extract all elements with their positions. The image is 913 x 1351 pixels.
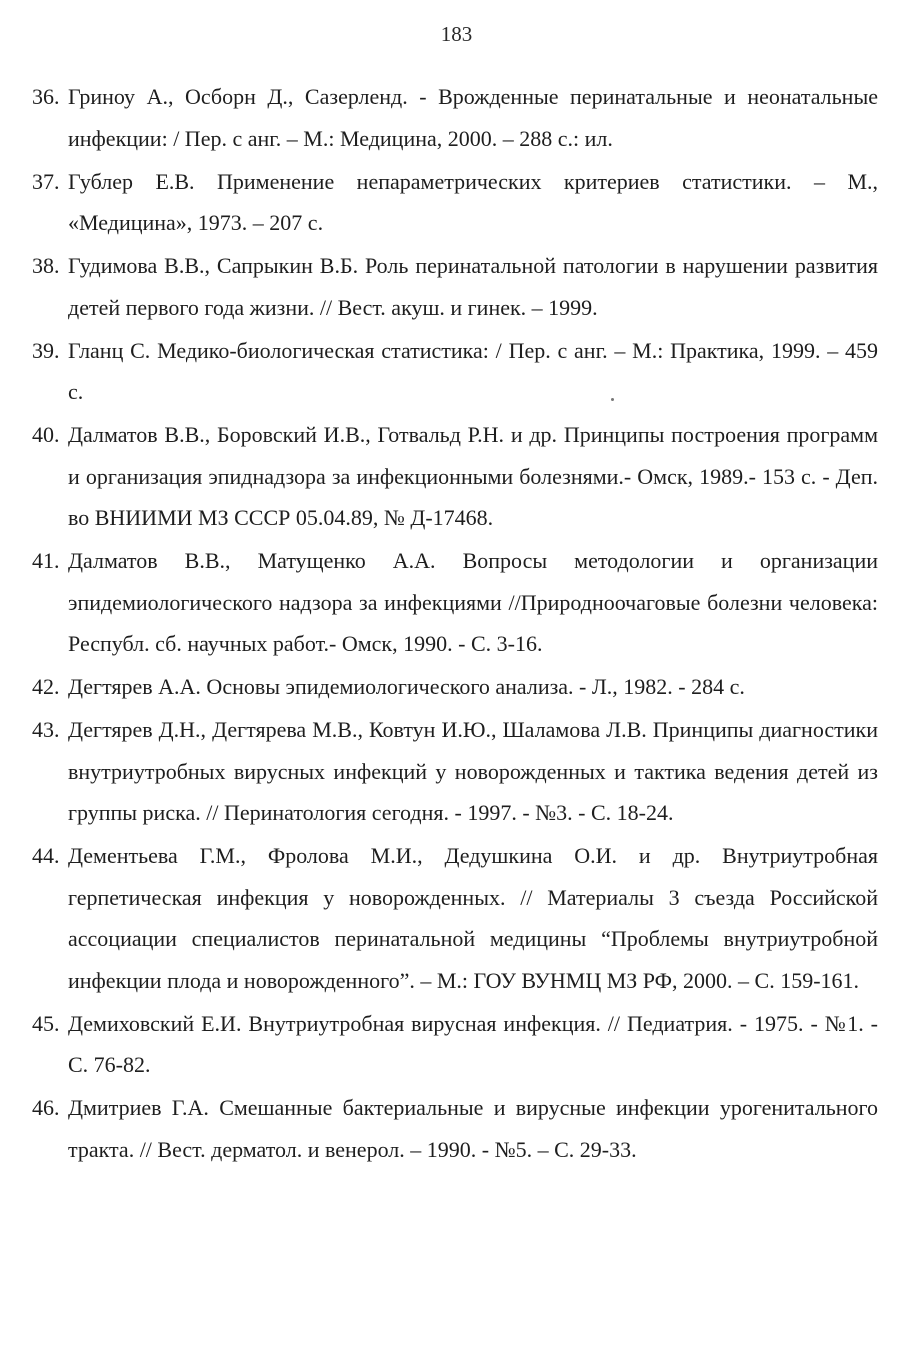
reference-text: Дементьева Г.М., Фролова М.И., Дедушкина О.И. и др. Внутриутробная герпетическая инфекция у новорожденных. // Материалы 3 съезда Российской ассоциации специалистов перинатальной медицины “Проблемы внутриутробной инфекции плода и новорожденного”. – М.: ГОУ ВУНМЦ МЗ РФ, 2000. – С. 159-161. [68, 843, 878, 993]
reference-item [32, 76, 878, 159]
reference-text: Далматов В.В., Боровский И.В., Готвальд Р.Н. и др. Принципы построения программ и организация эпиднадзора за инфекционными болезнями.- Омск, 1989.- 153 с. - Деп. во ВНИИМИ МЗ СССР 05.04.89, № Д-17468. [68, 422, 878, 530]
reference-number: 43. [32, 717, 60, 742]
reference-item [32, 161, 878, 244]
reference-number: 40. [32, 422, 60, 447]
reference-text: Гриноу А., Осборн Д., Сазерленд. - Врожденные перинатальные и неонатальные инфекции: / Пер. с анг. – М.: Медицина, 2000. – 288 с.: ил. [68, 84, 878, 151]
reference-number: 36. [32, 84, 60, 109]
reference-number: 44. [32, 843, 60, 868]
reference-text: Гланц С. Медико-биологическая статистика: / Пер. с анг. – М.: Практика, 1999. – 459 с. [68, 337, 878, 404]
reference-item [32, 540, 878, 665]
reference-item [32, 330, 878, 413]
bibliography-list [32, 76, 878, 1172]
reference-number: 37. [32, 168, 60, 194]
reference-text: Гудимова В.В., Сапрыкин В.Б. Роль перинатальной патологии в нарушении развития детей первого года жизни. // Вест. акуш. и гинек. – 1999. [68, 253, 878, 320]
reference-number: 38. [32, 253, 60, 278]
reference-text: Далматов В.В., Матущенко А.А. Вопросы методологии и организации эпидемиологического надзора за инфекциями //Природноочаговые болезни человека: Республ. сб. научных работ.- Омск, 1990. - С. 3-16. [68, 548, 878, 656]
reference-number: 41. [32, 548, 60, 573]
reference-text: Демиховский Е.И. Внутриутробная вирусная инфекция. // Педиатрия. - 1975. - №1. - С. 76-82. [68, 1010, 878, 1077]
reference-item [32, 1087, 878, 1170]
reference-item [32, 709, 878, 834]
reference-item [32, 1003, 878, 1086]
reference-text: Гублер Е.В. Применение непараметрических критериев статистики. – М., «Медицина», 1973. – 207 с. [68, 168, 878, 235]
reference-item [32, 245, 878, 328]
reference-text: Дмитриев Г.А. Смешанные бактериальные и вирусные инфекции урогенитального тракта. // Вест. дерматол. и венерол. – 1990. - №5. – С. 29-33. [68, 1095, 878, 1162]
page-number: 183 [440, 22, 473, 46]
reference-number: 42. [32, 674, 60, 699]
reference-text: Дегтярев А.А. Основы эпидемиологического анализа. - Л., 1982. - 284 с. [68, 674, 745, 699]
reference-item [32, 414, 878, 539]
reference-item [32, 835, 878, 1001]
reference-text: Дегтярев Д.Н., Дегтярева М.В., Ковтун И.Ю., Шаламова Л.В. Принципы диагностики внутриутробных вирусных инфекций у новорожденных и тактика ведения детей из группы риска. // Перинатология сегодня. - 1997. - №3. - С. 18-24. [68, 717, 878, 825]
reference-item [32, 666, 878, 708]
reference-number: 45. [32, 1010, 60, 1036]
reference-number: 46. [32, 1095, 60, 1120]
reference-number: 39. [32, 337, 60, 363]
